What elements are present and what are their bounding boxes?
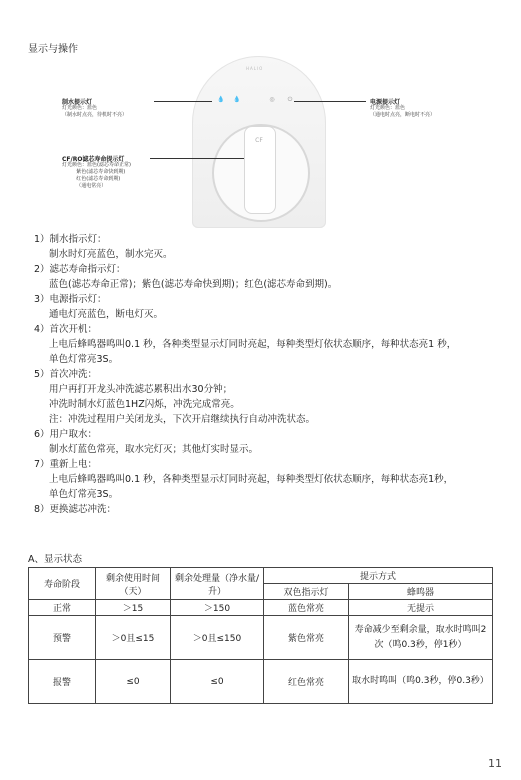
leader-line (294, 101, 366, 102)
list-item: 4）首次开机： 上电后蜂鸣器鸣叫0.1 秒，各种类型显示灯同时亮起，每种类型灯依状态顺序，每种状态亮1 秒， 单色灯常亮3S。 (34, 324, 457, 365)
section-title: 显示与操作 (28, 44, 78, 55)
leader-line (150, 158, 244, 159)
header-remaining-days: 剩余使用时间（天） (96, 568, 171, 600)
table-row: 预警 ＞0且≤15 ＞0且≤150 紫色常亮 寿命减少至剩余量，取水时鸣叫2次（鸣0.3秒，停1秒） (29, 616, 493, 660)
operation-list (34, 232, 504, 517)
header-prompt: 提示方式 (264, 568, 493, 584)
list-item: 6）用户取水： 制水灯蓝色常亮，取水完灯灭；其他灯实时显示。 (34, 429, 259, 455)
cf-label: CF (255, 137, 263, 144)
power-led-icon: ⏻ (287, 96, 293, 103)
leader-line (154, 101, 212, 102)
table-title: A、显示状态 (28, 554, 82, 565)
filter-callout-text: 灯光颜色：蓝色(滤芯寿命正常) 紫色(滤芯寿命快到期) 红色(滤芯寿命到期) （通电常亮） (62, 162, 131, 189)
water-drop-icon: 💧 (233, 96, 241, 103)
table-row: 正常 ＞15 ＞150 蓝色常亮 无提示 (29, 600, 493, 616)
list-item: 1）制水指示灯： 制水时灯亮蓝色，制水完灭。 (34, 234, 173, 260)
power-callout-text: 灯光颜色：蓝色 （通电时点亮，断电时不亮） (370, 105, 436, 118)
header-buzzer: 蜂鸣器 (349, 584, 493, 600)
list-item: 8）更换滤芯冲洗： (34, 504, 117, 515)
list-item: 2）滤芯寿命指示灯： 蓝色(滤芯寿命正常)；紫色(滤芯寿命快到期)；红色(滤芯寿命到期)。 (34, 264, 338, 290)
header-stage: 寿命阶段 (29, 568, 96, 600)
list-item: 5）首次冲洗： 用户再打开龙头冲洗滤芯累积出水30分钟； 冲洗时制水灯蓝色1HZ闪烁，冲洗完成常亮。 注：冲洗过程用户关闭龙头，下次开启继续执行自动冲洗状态。 (34, 369, 316, 425)
header-remaining-volume: 剩余处理量（净水量/升） (171, 568, 264, 600)
list-item: 3）电源指示灯： 通电灯亮蓝色，断电灯灭。 (34, 294, 164, 320)
table-row: 报警 ≤0 ≤0 红色常亮 取水时鸣叫（鸣0.3秒，停0.3秒） (29, 660, 493, 704)
filter-callout-title: CF/RO滤芯寿命提示灯 (62, 156, 125, 163)
filter-led-icon: ◎ (269, 96, 275, 103)
make-water-callout-title: 制水提示灯 (62, 99, 93, 106)
page-number: 11 (488, 757, 502, 770)
water-drop-icon: 💧 (217, 96, 225, 103)
make-water-callout-text: 灯光颜色：蓝色 （制水时点亮，待机时不亮） (62, 105, 128, 118)
brand-logo: HALIO (246, 66, 264, 71)
header-led: 双色指示灯 (264, 584, 349, 600)
display-status-table (28, 567, 493, 704)
list-item: 7）重新上电： 上电后蜂鸣器鸣叫0.1 秒，各种类型显示灯同时亮起，每种类型灯依状态顺序，每种状态亮1秒， 单色灯常亮3S。 (34, 459, 454, 500)
power-callout-title: 电源提示灯 (370, 99, 401, 106)
